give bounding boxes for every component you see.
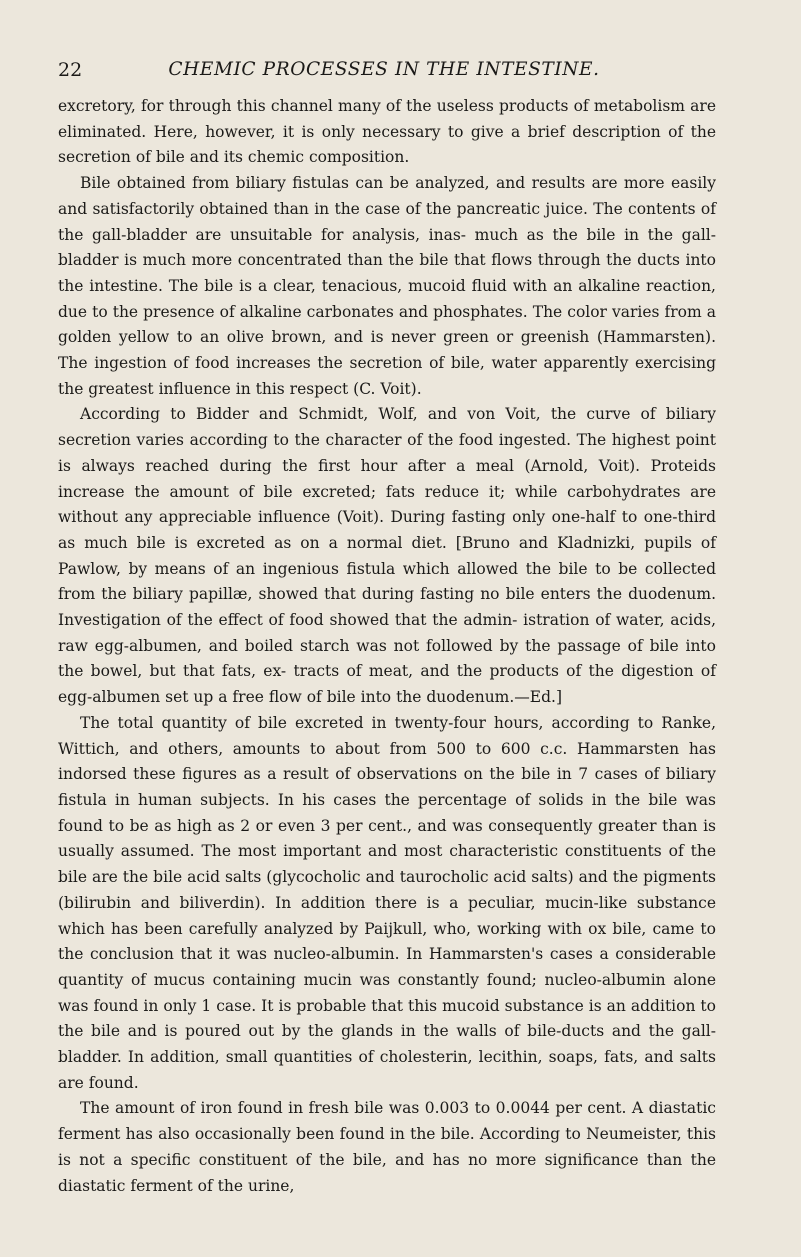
paragraph-biliary-secretion: According to Bidder and Schmidt, Wolf, and von Voit, the curve of biliary secretion varies according to the character of the food ingested. The highest point is always reached during the first hour after a meal (Arnold, Voit). Proteids increase the amount of bile excreted; fats reduce it; while carbohydrates are without any appreciable influence (Voit). During fasting only one-half to one-third as much bile is excreted as on a normal diet. [Bruno and Kladnizki, pupils of Pawlow, by means of an ingenious fistula which allowed the bile to be collected from the biliary papillæ, showed that during fasting no bile enters the duodenum. Investigation of the effect of food showed that the admin- istration of water, acids, raw egg-albumen, and boiled starch was not followed by the passage of bile into the bowel, but that fats, ex- tracts of meat, and the products of the digestion of egg-albumen set up a free flow of bile into the duodenum.—Ed.]	[58, 405, 716, 707]
paragraph-bile-analysis: Bile obtained from biliary fistulas can be analyzed, and results are more easily and satisfactorily obtained than in the case of the pancreatic juice. The contents of the gall-bladder are unsuitable for analysis, inas- much as the bile in the gall-bladder is much more concentrated than the bile that flows through the ducts into the intestine. The bile is a clear, tenacious, mucoid fluid with an alkaline reaction, due to the presence of alkaline carbonates and phosphates. The color varies from a golden yellow to an olive brown, and is never green or greenish (Hammarsten). The ingestion of food increases the secretion of bile, water apparently exercising the greatest influence in this respect (C. Voit).	[58, 174, 716, 398]
paragraph-continued: excretory, for through this channel many of the useless products of metabolism are eliminated. Here, however, it is only necessary to give a brief description of the secretion of bile and its chemic composition.	[58, 97, 716, 167]
body-text	[58, 94, 716, 1199]
paragraph-bile-constituents: The total quantity of bile excreted in twenty-four hours, according to Ranke, Wittich, and others, amounts to about from 500 to 600 c.c. Hammarsten has indorsed these figures as a result of observations on the bile in 7 cases of biliary fistula in human subjects. In his cases the percentage of solids in the bile was found to be as high as 2 or even 3 per cent., and was consequently greater than is usually assumed. The most important and most characteristic constituents of the bile are the bile acid salts (glycocholic and taurocholic acid salts) and the pigments (bilirubin and biliverdin). In addition there is a peculiar, mucin-like substance which has been carefully analyzed by Paijkull, who, working with ox bile, came to the conclusion that it was nucleo-albumin. In Hammarsten's cases a considerable quantity of mucus containing mucin was constantly found; nucleo-albumin alone was found in only 1 case. It is probable that this mucoid substance is an addition to the bile and is poured out by the glands in the walls of bile-ducts and the gall- bladder. In addition, small quantities of cholesterin, lecithin, soaps, fats, and salts are found.	[58, 713, 716, 1092]
page-title: CHEMIC PROCESSES IN THE INTESTINE.	[168, 59, 600, 80]
paragraph-iron-and-ferment: The amount of iron found in fresh bile was 0.003 to 0.0044 per cent. A diastatic ferment has also occasionally been found in the bile. According to Neumeister, this is not a specific constituent of the bile, and has no more significance than the diastatic ferment of the urine,	[58, 1099, 716, 1195]
page-number: 22	[58, 59, 83, 81]
running-head	[58, 58, 710, 82]
